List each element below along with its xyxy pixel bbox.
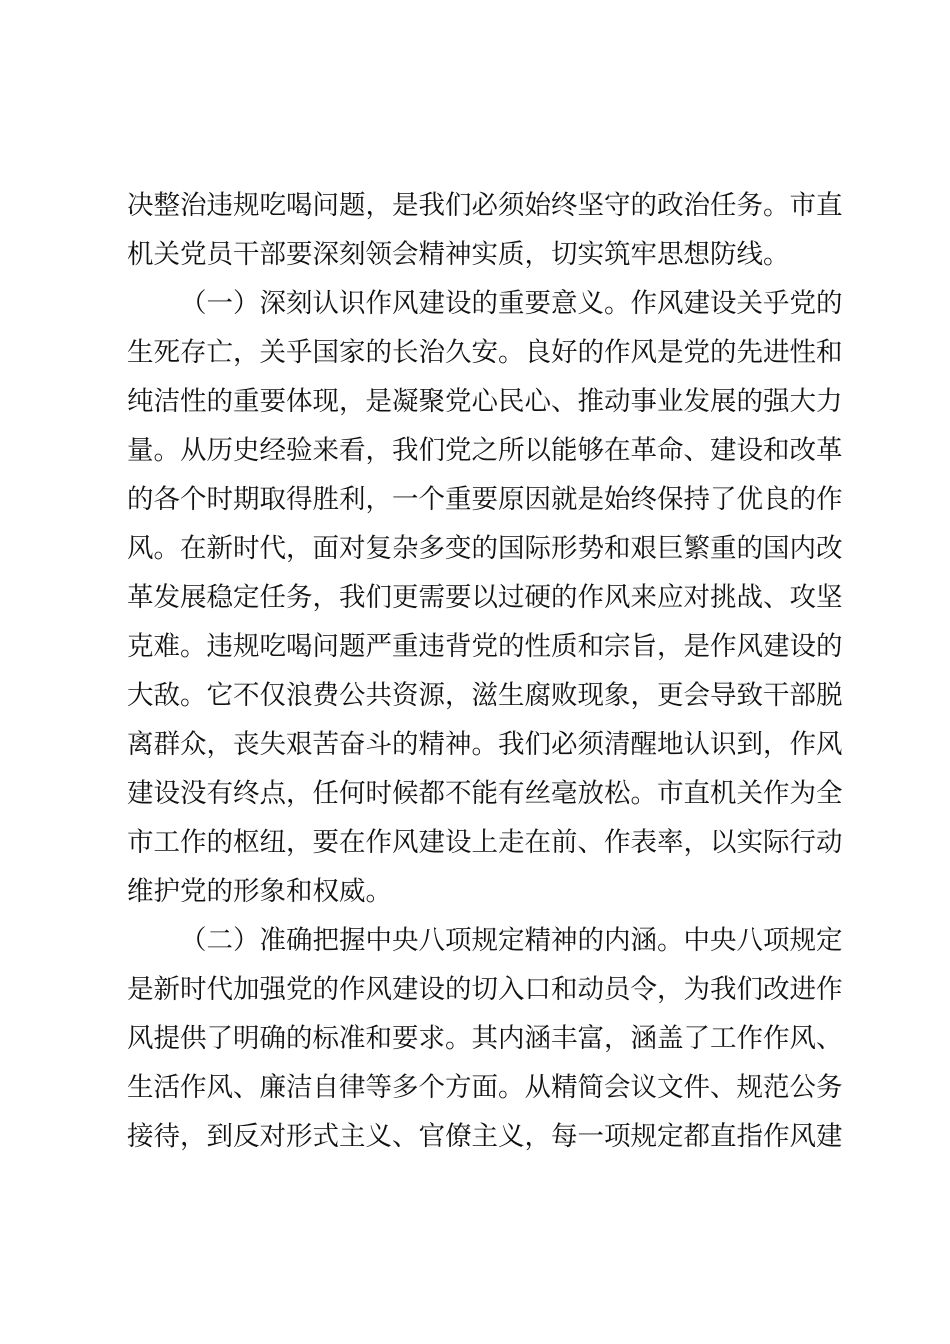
text-line: 是新时代加强党的作风建设的切入口和动员令，为我们改进作 — [127, 974, 843, 1005]
document-body — [127, 181, 843, 1161]
text-line: 决整治违规吃喝问题，是我们必须始终坚守的政治任务。市直 — [127, 190, 843, 221]
text-line: 离群众，丧失艰苦奋斗的精神。我们必须清醒地认识到，作风 — [127, 729, 843, 760]
text-line: 风提供了明确的标准和要求。其内涵丰富，涵盖了工作作风、 — [127, 1023, 843, 1054]
paragraph-continuation — [127, 181, 843, 279]
paragraph-section-two — [127, 916, 843, 1161]
text-line: 的各个时期取得胜利，一个重要原因就是始终保持了优良的作 — [127, 484, 843, 515]
text-line: 革发展稳定任务，我们更需要以过硬的作风来应对挑战、攻坚 — [127, 582, 843, 613]
paragraph-section-one — [127, 279, 843, 916]
text-line: 风。在新时代，面对复杂多变的国际形势和艰巨繁重的国内改 — [127, 533, 843, 564]
text-line: 大敌。它不仅浪费公共资源，滋生腐败现象，更会导致干部脱 — [127, 680, 843, 711]
section-heading-line: （一）深刻认识作风建设的重要意义。作风建设关乎党的 — [180, 288, 843, 319]
text-line: 纯洁性的重要体现，是凝聚党心民心、推动事业发展的强大力 — [127, 386, 843, 417]
section-heading-line: （二）准确把握中央八项规定精神的内涵。中央八项规定 — [180, 925, 843, 956]
text-line: 机关党员干部要深刻领会精神实质，切实筑牢思想防线。 — [127, 239, 790, 270]
text-line: 克难。违规吃喝问题严重违背党的性质和宗旨，是作风建设的 — [127, 631, 843, 662]
text-line: 生活作风、廉洁自律等多个方面。从精简会议文件、规范公务 — [127, 1072, 843, 1103]
text-line: 接待，到反对形式主义、官僚主义，每一项规定都直指作风建 — [127, 1121, 843, 1152]
text-line: 生死存亡，关乎国家的长治久安。良好的作风是党的先进性和 — [127, 337, 843, 368]
text-line: 维护党的形象和权威。 — [127, 876, 392, 907]
text-line: 建设没有终点，任何时候都不能有丝毫放松。市直机关作为全 — [127, 778, 843, 809]
text-line: 市工作的枢纽，要在作风建设上走在前、作表率，以实际行动 — [127, 827, 843, 858]
text-line: 量。从历史经验来看，我们党之所以能够在革命、建设和改革 — [127, 435, 843, 466]
